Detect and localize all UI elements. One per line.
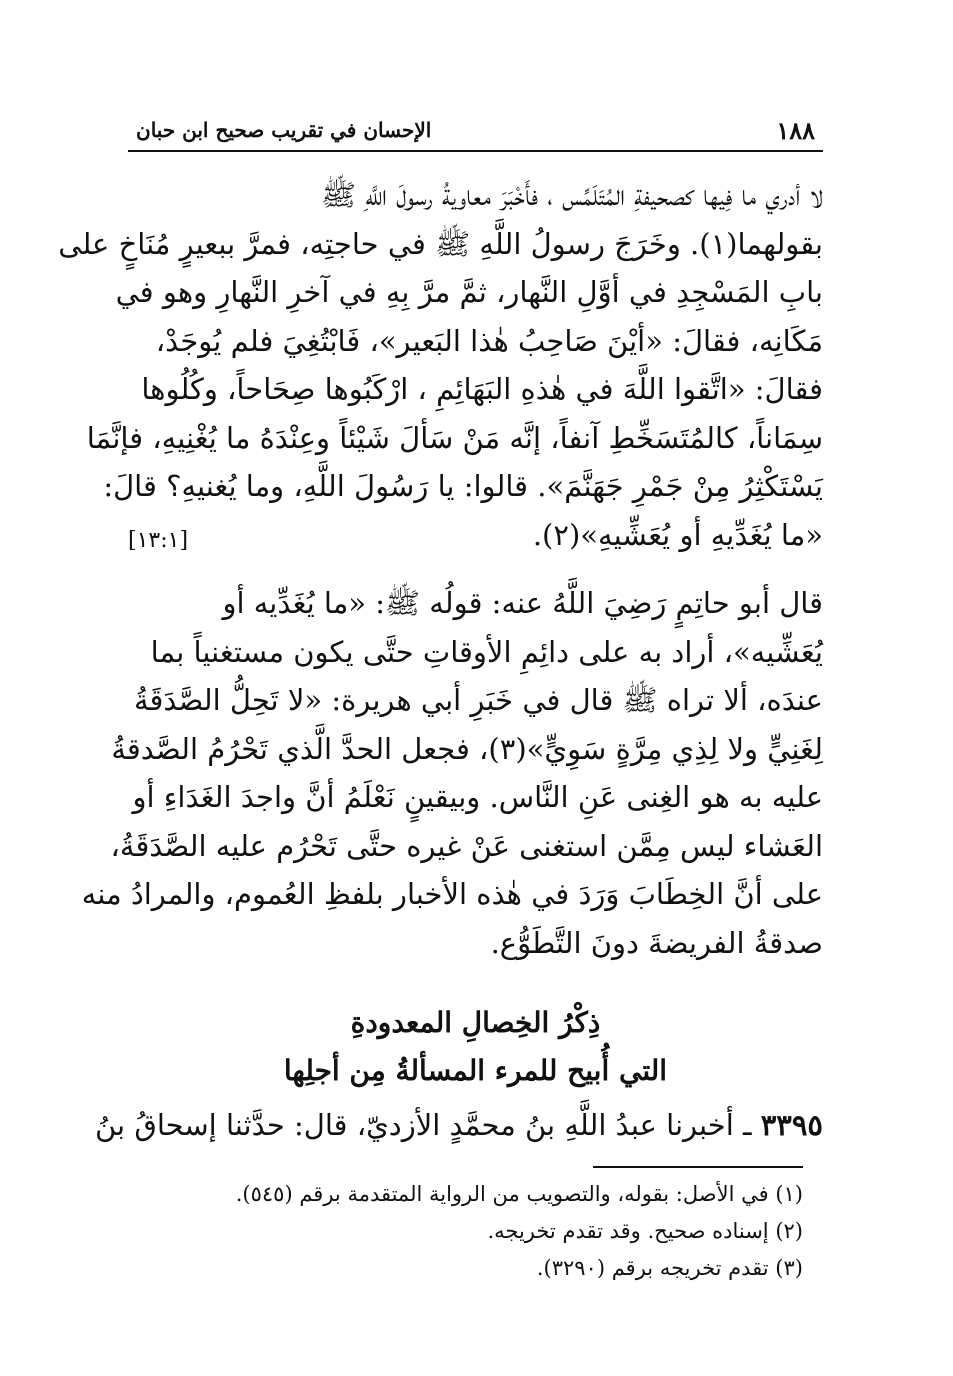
paragraph-1-line: «ما يُغَدِّيهِ أو يُعَشِّيهِ»(٢).: [532, 517, 823, 552]
footnote-2: (٢) إسناده صحيح. وقد تقدم تخريجه.: [487, 1219, 803, 1243]
paragraph-2-line: عليه به هو الغِنى عَنِ النَّاس. وبيقينٍ نَعْلَمُ أنَّ واجدَ الغَدَاءِ أو: [132, 780, 823, 814]
footnote-1: (١) في الأصل: بقوله، والتصويب من الرواية المتقدمة برقم (٥٤٥).: [235, 1182, 803, 1206]
footnote-3: (٣) تقدم تخريجه برقم (٣٢٩٠).: [536, 1256, 803, 1280]
paragraph-2-line: لِغَنِيٍّ ولا لِذِي مِرَّةٍ سَوِيٍّ»(٣)، فجعل الحدَّ الَّذي تَحْرُمُ الصَّدقةُ: [111, 731, 823, 766]
paragraph-2-line: قال أبو حاتِمٍ رَضِيَ اللَّهُ عنه: قولُه ﷺ: «ما يُغَدِّيه أو: [222, 586, 823, 620]
paragraph-1-line: مَكَانِه، فقالَ: «أيْنَ صَاحِبُ هٰذا البَعير»، فَابْتُغِيَ فلم يُوجَدْ،: [155, 323, 823, 358]
hadith-line: [94, 1108, 823, 1157]
paragraph-1-line: بقولهما(١). وخَرَجَ رسولُ اللَّهِ ﷺ في حاجتِه، فمرَّ ببعيرٍ مُنَاخٍ على: [58, 226, 823, 261]
hadith-opening: [94, 1108, 823, 1157]
paragraph-1-line: يَسْتَكْثِرُ مِنْ جَمْرِ جَهَنَّمَ». قالوا: يا رَسُولَ اللَّهِ، وما يُغنيهِ؟ قالَ:: [103, 469, 823, 503]
paragraph-2-line: عندَه، ألا تراه ﷺ قال في خَبَرِ أبي هريرة: «لا تَحِلُّ الصَّدَقَةُ: [133, 683, 823, 717]
paragraph-2-line: يُعَشِّيه»، أراد به على دائِمِ الأوقاتِ حتَّى يكون مستغنياً بما: [150, 634, 823, 669]
running-title: الإحسان في تقريب صحيح ابن حبان: [136, 118, 432, 142]
paragraph-2: [81, 586, 823, 974]
page-header: [128, 118, 823, 152]
paragraph-1-line: بابِ المَسْجِدِ في أوَّلِ النَّهار، ثمَّ مرَّ بِهِ في آخرِ النَّهارِ وهو في: [115, 275, 823, 309]
hadith-number: ٣٣٩٥: [760, 1108, 823, 1142]
paragraph-2-line: على أنَّ الخِطَابَ وَرَدَ في هٰذه الأخبار بلفظِ العُموم، والمرادُ منه: [81, 877, 823, 911]
hadith-text: ـ أخبرنا عبدُ اللَّهِ بنُ محمَّدٍ الأزديّ، قال: حدَّثنا إسحاقُ بنُ: [94, 1108, 761, 1142]
section-heading-line-2: التي أُبيح للمرء المسألةُ مِن أجلِها: [283, 1054, 668, 1087]
paragraph-1-line: سِمَاناً، كالمُتَسَخِّطِ آنفاً، إنَّه مَنْ سَألَ شَيْئاً وعِنْدَهُ ما يُغْنِيهِ، فإنَّمَا: [86, 420, 823, 455]
paragraph-1-line: لا أدري ما فِيها كصحيفةِ المُتَلَمِّس ، فأَخْبَرَ معاويةُ رسولَ اللَّهِ ﷺ: [321, 178, 823, 212]
footnote-divider: [593, 1166, 803, 1168]
paragraph-2-line: العَشاء ليس مِمَّن استغنى عَنْ غيره حتَّى تَحْرُم عليه الصَّدَقَةُ،: [110, 828, 823, 863]
header-divider: [128, 150, 823, 152]
paragraph-2-line: صدقةُ الفريضةَ دونَ التَّطَوُّع.: [490, 925, 823, 960]
paragraph-1: [58, 178, 823, 566]
hadith-reference: [١٣:١]: [128, 528, 189, 553]
paragraph-1-line: فقالَ: «اتَّقوا اللَّهَ في هٰذهِ البَهَائِمِ ، ارْكَبُوها صِحَاحاً، وكُلُوها: [141, 372, 823, 406]
section-heading-line-1: ذِكْرُ الخِصالِ المعدودةِ: [350, 1006, 601, 1039]
page-number: ١٨٨: [776, 116, 815, 145]
